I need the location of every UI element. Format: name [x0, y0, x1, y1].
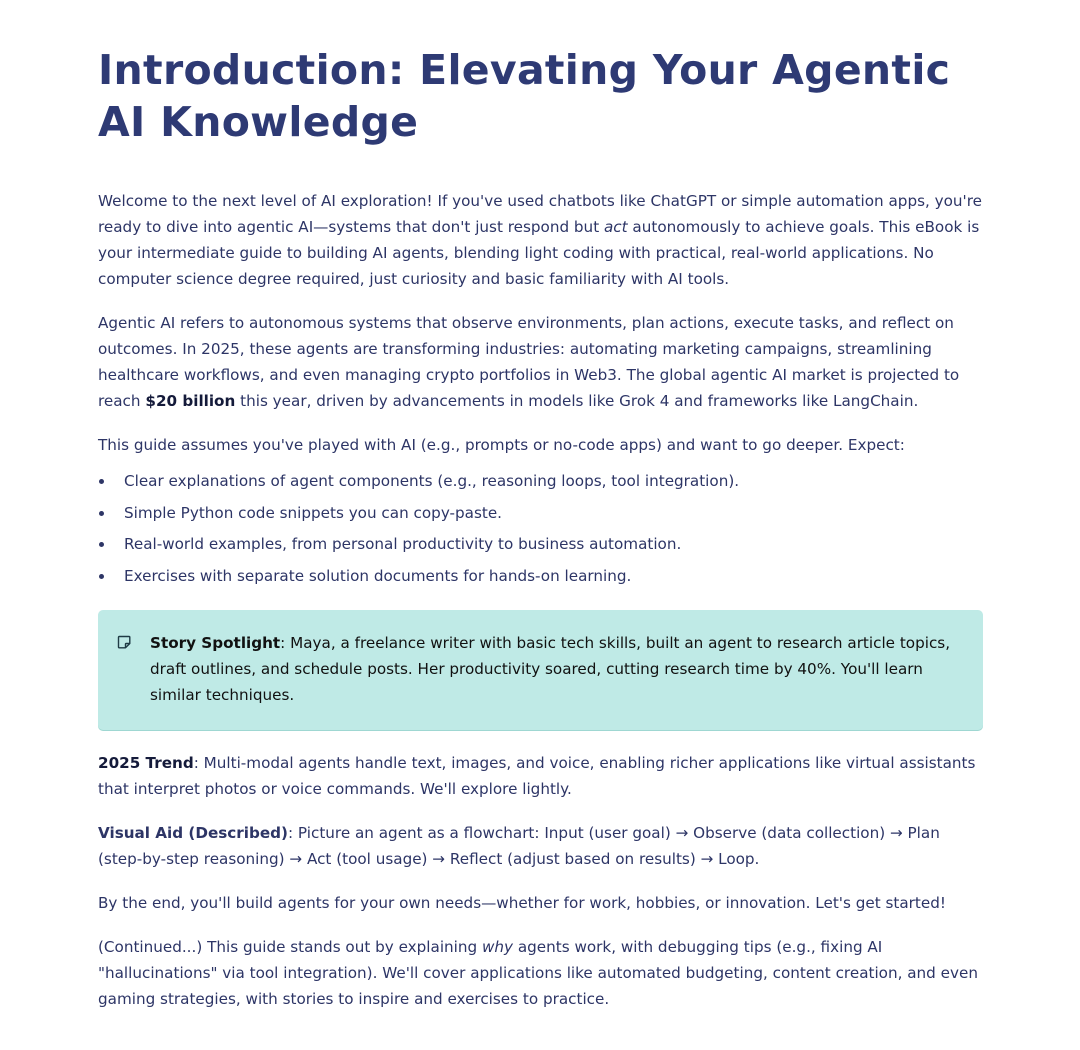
visual-aid-paragraph — [98, 820, 983, 872]
story-spotlight-callout — [98, 610, 983, 730]
list-item — [98, 500, 983, 526]
bullet-icon — [99, 574, 104, 579]
note-icon — [117, 635, 131, 649]
trend-text: : Multi-modal agents handle text, images, and voice, enabling richer applications like virtual assistants that interpret photos or voice commands. We'll explore lightly. — [98, 753, 976, 798]
visual-aid-label: Visual Aid (Described) — [98, 823, 288, 842]
list-item-text: Real-world examples, from personal productivity to business automation. — [124, 535, 682, 553]
trend-label: 2025 Trend — [98, 753, 194, 772]
expectations-list — [98, 468, 983, 589]
article-body — [98, 44, 983, 1030]
bullet-icon — [99, 479, 104, 484]
list-item — [98, 531, 983, 557]
closing-paragraph: By the end, you'll build agents for your own needs—whether for work, hobbies, or innovation. Let's get started! — [98, 893, 946, 912]
continued-text-2: agents work, with debugging tips (e.g., fixing AI "hallucinations" via tool integration). We'll cover applications like automated budgeting, content creation, and even gaming strategies, with stories to inspire and exercises to practice. — [98, 937, 978, 1008]
continued-emphasis: why — [481, 937, 514, 956]
callout-body: : Maya, a freelance writer with basic tech skills, built an agent to research article topics, draft outlines, and schedule posts. Her productivity soared, cutting research time by 40%. You'll learn similar techniques. — [150, 633, 951, 704]
callout-text — [150, 630, 965, 708]
bullet-icon — [99, 511, 104, 516]
list-item — [98, 468, 983, 494]
definition-paragraph — [98, 310, 983, 414]
list-item-text: Simple Python code snippets you can copy-paste. — [124, 503, 503, 522]
visual-aid-text: : Picture an agent as a flowchart: Input (user goal) → Observe (data collection) → Plan (step-by-step reasoning) → Act (tool usage) → Reflect (adjust based on results) → Loop. — [98, 823, 940, 868]
continued-paragraph — [98, 934, 983, 1012]
intro-text-1: Welcome to the next level of AI exploration! If you've used chatbots like ChatGPT or simple automation apps, you're ready to dive into agentic AI—systems that don't just respond but — [98, 192, 982, 236]
market-value: $20 billion — [145, 392, 236, 410]
intro-text-2: autonomously to achieve goals. This eBook is your intermediate guide to building AI agents, blending light coding with practical, real-world applications. No computer science degree required, just curiosity and basic familiarity with AI tools. — [98, 218, 980, 288]
expect-paragraph: This guide assumes you've played with AI (e.g., prompts or no-code apps) and want to go deeper. Expect: — [98, 436, 905, 454]
list-item-text: Exercises with separate solution documents for hands-on learning. — [124, 566, 632, 585]
definition-text-2: this year, driven by advancements in models like Grok 4 and frameworks like LangChain. — [235, 392, 919, 410]
intro-paragraph — [98, 188, 983, 292]
intro-emphasis: act — [603, 218, 628, 236]
continued-text-1: (Continued...) This guide stands out by explaining — [98, 937, 482, 956]
list-item-text: Clear explanations of agent components (e.g., reasoning loops, tool integration). — [124, 472, 740, 490]
trend-paragraph — [98, 750, 983, 802]
definition-text-1: Agentic AI refers to autonomous systems that observe environments, plan actions, execute tasks, and reflect on outcomes. In 2025, these agents are transforming industries: automating marketing campaigns, streamlining healthcare workflows, and even managing crypto portfolios in Web3. The global agentic AI market is projected to reach — [98, 314, 960, 410]
bullet-icon — [99, 542, 104, 547]
list-item — [98, 563, 983, 589]
page-title: Introduction: Elevating Your Agentic AI Knowledge — [98, 46, 951, 146]
callout-label: Story Spotlight — [150, 633, 281, 652]
